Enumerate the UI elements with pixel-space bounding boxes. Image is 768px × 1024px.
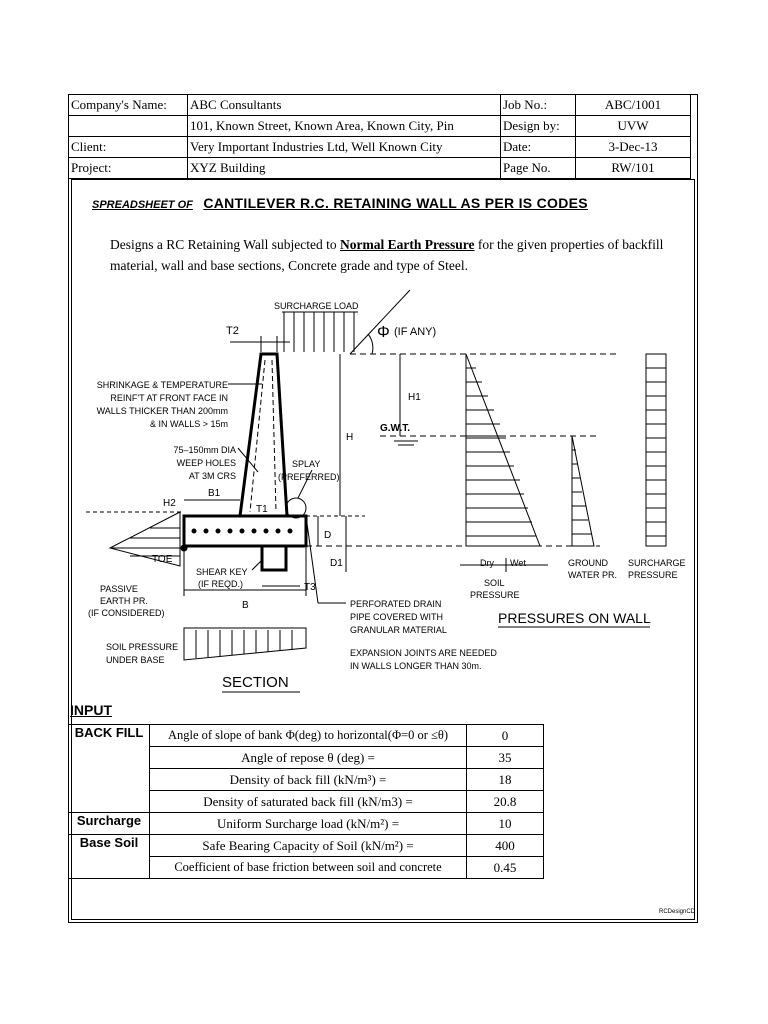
fig-t1: T1 [256, 504, 268, 515]
input-label-density: Density of back fill (kN/m³) = [150, 769, 467, 791]
input-table [68, 724, 544, 879]
job-value: ABC/1001 [576, 95, 691, 116]
company-label-cont [69, 116, 188, 137]
fig-weep-1: 75–150mm DIA [173, 445, 236, 455]
fig-surcharge: SURCHARGE [628, 558, 686, 568]
input-label-repose: Angle of repose θ (deg) = [150, 747, 467, 769]
fig-ground: GROUND [568, 558, 608, 568]
fig-passive-1: PASSIVE [100, 584, 138, 594]
fig-preferred: (PREFERRED) [278, 472, 340, 482]
title-main: CANTILEVER R.C. RETAINING WALL AS PER IS CODES [203, 195, 588, 211]
title-prefix: SPREADSHEET OF [92, 199, 193, 211]
fig-soil: SOIL [484, 578, 505, 588]
svg-text:Φ: Φ [377, 324, 390, 341]
fig-dry: Dry [480, 558, 494, 568]
page-label: Page No. [501, 158, 576, 179]
fig-toe: TOE [152, 554, 173, 565]
fig-weep-2: WEEP HOLES [176, 458, 236, 468]
input-value-surcharge[interactable]: 10 [467, 813, 544, 835]
fig-splay: SPLAY [292, 459, 321, 469]
company-value: ABC Consultants [188, 95, 501, 116]
fig-surcharge-load: SURCHARGE LOAD [274, 301, 359, 311]
client-value: Very Important Industries Ltd, Well Known City [188, 137, 501, 158]
fig-pressures-on-wall: PRESSURES ON WALL [498, 610, 651, 626]
fig-soil-under-2: UNDER BASE [106, 655, 165, 665]
fig-shrinkage-4: & IN WALLS > 15m [150, 419, 228, 429]
fig-pressure: PRESSURE [470, 590, 520, 600]
fig-shrinkage-2: REINF'T AT FRONT FACE IN [110, 393, 228, 403]
fig-weep-3: AT 3M CRS [188, 471, 236, 481]
input-heading: INPUT [70, 702, 112, 718]
intro-paragraph [110, 234, 685, 276]
base-pressure [184, 628, 306, 660]
input-label-friction: Coefficient of base friction between soil and concrete [150, 857, 467, 879]
input-label-slope: Angle of slope of bank Φ(deg) to horizontal(Φ=0 or ≤θ) [150, 725, 467, 747]
intro-bold: Normal Earth Pressure [340, 237, 475, 252]
fig-phi-if-any: (IF ANY) [394, 326, 437, 338]
fig-section: SECTION [222, 674, 289, 691]
design-label: Design by: [501, 116, 576, 137]
footer-mark: RCDesignCD [658, 909, 695, 915]
fig-h1: H1 [408, 392, 421, 403]
slope-line [350, 290, 410, 354]
input-label-surcharge: Uniform Surcharge load (kN/m²) = [150, 813, 467, 835]
fig-gwt: G.W.T. [380, 423, 410, 434]
fig-d: D [324, 530, 332, 541]
input-value-density[interactable]: 18 [467, 769, 544, 791]
shear-key [262, 546, 286, 570]
fig-water-pr: WATER PR. [568, 570, 617, 580]
client-label: Client: [69, 137, 188, 158]
group-base-soil: Base Soil [69, 835, 150, 879]
fig-b1: B1 [208, 488, 221, 499]
page-value: RW/101 [576, 158, 691, 179]
fig-shrinkage-1: SHRINKAGE & TEMPERATURE [96, 380, 228, 390]
fig-if-reqd: (IF REQD.) [198, 579, 243, 589]
fig-surcharge-pressure: PRESSURE [628, 570, 678, 580]
surcharge-arrows [282, 312, 358, 352]
soil-pressure-diagram [466, 354, 540, 546]
input-value-repose[interactable]: 35 [467, 747, 544, 769]
input-label-sat-density: Density of saturated back fill (kN/m3) = [150, 791, 467, 813]
fig-soil-under-1: SOIL PRESSURE [106, 642, 179, 652]
intro-after: for the given properties of backfill material, wall and base sections, Concrete grade and type of Steel. [110, 237, 664, 273]
fig-t3: T3 [304, 582, 316, 593]
water-pressure-diagram [572, 436, 594, 546]
fig-drain-2: PIPE COVERED WITH [350, 612, 444, 622]
date-label: Date: [501, 137, 576, 158]
input-label-sbc: Safe Bearing Capacity of Soil (kN/m²) = [150, 835, 467, 857]
surcharge-pressure-diagram [646, 354, 666, 546]
input-value-slope[interactable]: 0 [467, 725, 544, 747]
fig-t2: T2 [226, 325, 239, 337]
phi-arc [368, 334, 373, 354]
fig-h2: H2 [163, 498, 176, 509]
fig-shrinkage-3: WALLS THICKER THAN 200mm [96, 406, 228, 416]
design-value: UVW [576, 116, 691, 137]
date-value: 3-Dec-13 [576, 137, 691, 158]
fig-d1: D1 [330, 558, 343, 569]
fig-expansion-2: IN WALLS LONGER THAN 30m. [350, 661, 482, 671]
project-value: XYZ Building [188, 158, 501, 179]
job-label: Job No.: [501, 95, 576, 116]
input-value-sat-density[interactable]: 20.8 [467, 791, 544, 813]
address: 101, Known Street, Known Area, Known City, Pin [188, 116, 501, 137]
company-label: Company's Name: [69, 95, 188, 116]
fig-h: H [346, 432, 354, 443]
fig-drain-1: PERFORATED DRAIN [350, 599, 442, 609]
input-value-friction[interactable]: 0.45 [467, 857, 544, 879]
group-back-fill: BACK FILL [69, 725, 150, 813]
fig-passive-3: (IF CONSIDERED) [88, 608, 165, 618]
page-title [92, 195, 588, 213]
fig-expansion-1: EXPANSION JOINTS ARE NEEDED [350, 648, 497, 658]
group-surcharge: Surcharge [69, 813, 150, 835]
input-value-sbc[interactable]: 400 [467, 835, 544, 857]
retaining-wall-figure [72, 282, 692, 697]
fig-b: B [242, 600, 249, 611]
project-label: Project: [69, 158, 188, 179]
intro-before: Designs a RC Retaining Wall subjected to [110, 237, 341, 252]
header-table [68, 94, 691, 179]
fig-drain-3: GRANULAR MATERIAL [350, 625, 447, 635]
fig-wet: Wet [510, 558, 526, 568]
fig-passive-2: EARTH PR. [100, 596, 148, 606]
fig-shear-key: SHEAR KEY [196, 567, 248, 577]
